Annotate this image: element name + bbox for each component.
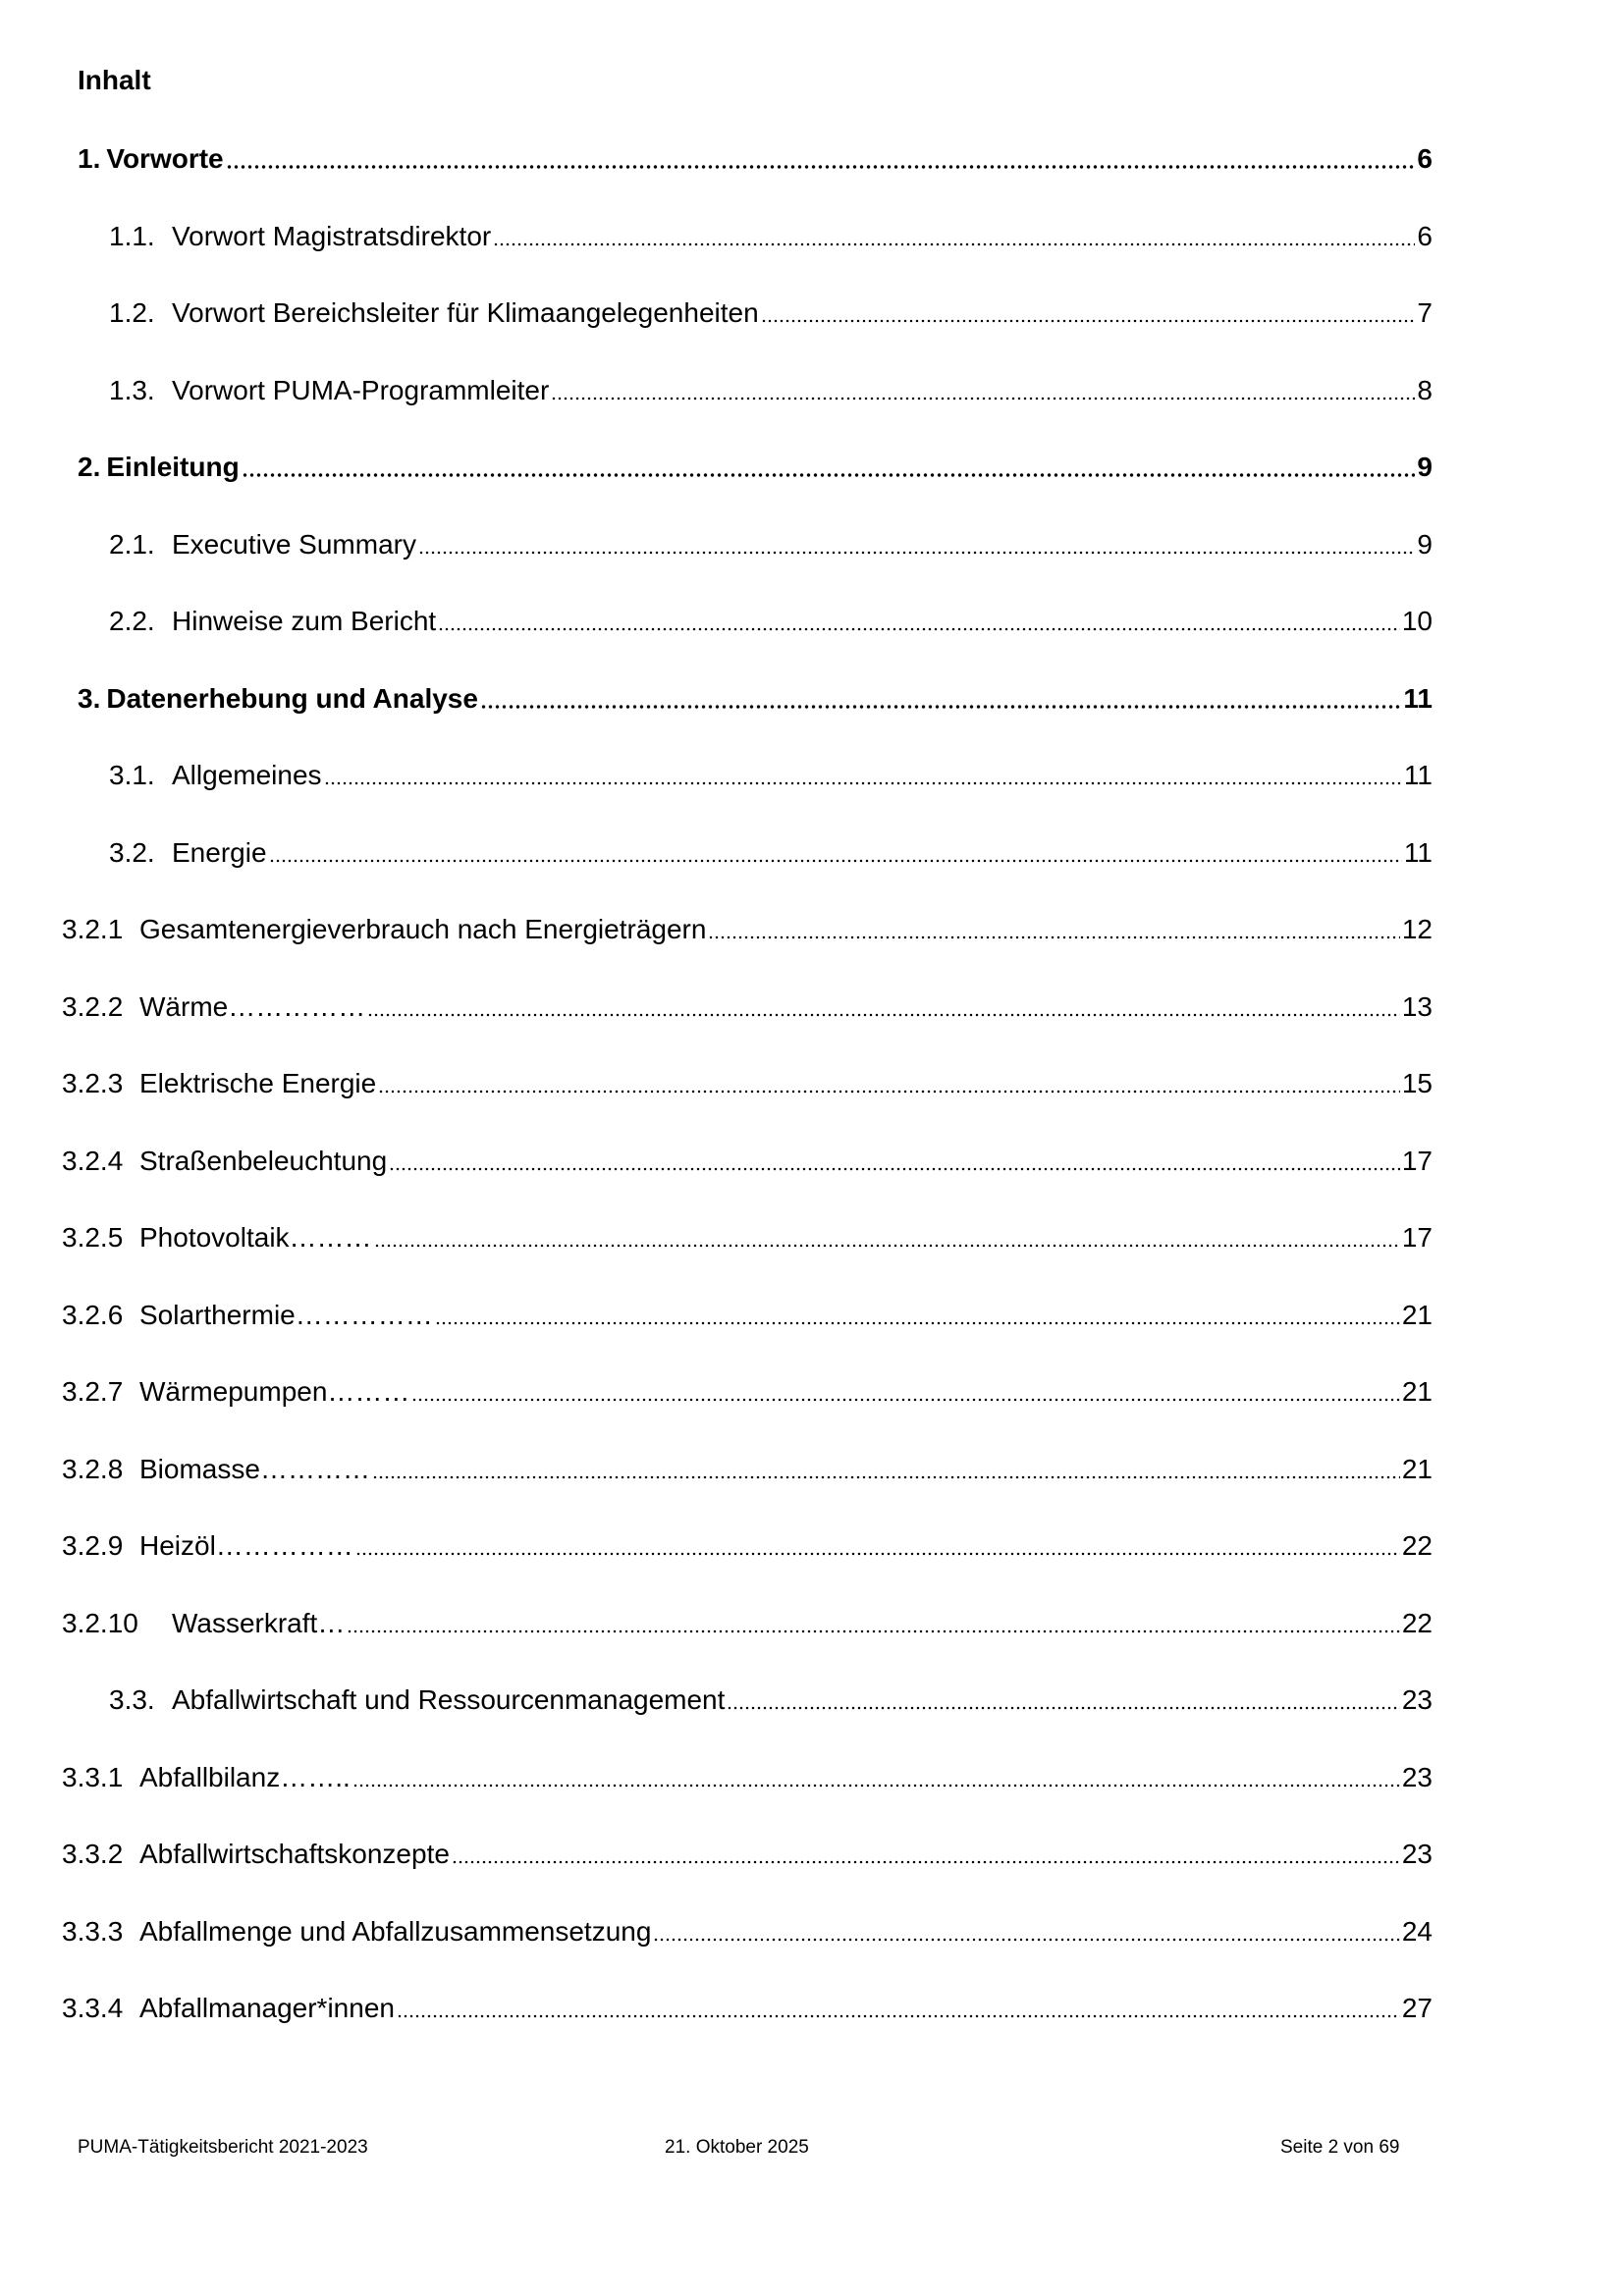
toc-entry[interactable]	[109, 215, 1433, 254]
toc-entry-title: Biomasse…………	[139, 1453, 370, 1484]
toc-entry-title: Datenerhebung und Analyse	[106, 682, 478, 714]
toc-entry[interactable]	[62, 1833, 1433, 1872]
toc-entry-page: 7	[1417, 297, 1433, 328]
toc-entry-page: 23	[1401, 1761, 1433, 1792]
toc-entry[interactable]	[62, 1294, 1433, 1333]
toc-entry[interactable]	[62, 1370, 1433, 1410]
toc-entry-page: 9	[1417, 528, 1433, 560]
toc-entry-title: Vorworte	[106, 143, 224, 174]
toc-entry[interactable]	[109, 369, 1433, 408]
toc-entry-title: Vorwort Magistratsdirektor	[172, 220, 492, 251]
toc-dot-leader	[411, 1397, 1399, 1403]
footer-report-title: PUMA-Tätigkeitsbericht 2021-2023	[78, 2137, 368, 2158]
toc-entry-title: Gesamtenergieverbrauch nach Energieträgern	[139, 914, 707, 944]
toc-entry-title: Wasserkraft…	[172, 1607, 346, 1638]
toc-entry-title: Einleitung	[106, 452, 240, 482]
toc-entry[interactable]	[78, 677, 1433, 717]
toc-entry[interactable]	[109, 831, 1433, 871]
toc-entry-title: Hinweise zum Bericht	[172, 606, 437, 636]
toc-entry[interactable]	[109, 1679, 1433, 1718]
toc-dot-leader	[389, 1166, 1400, 1172]
toc-entry-page: 24	[1401, 1915, 1433, 1947]
toc-entry[interactable]	[78, 137, 1433, 177]
toc-dot-leader	[452, 1859, 1400, 1865]
toc-dot-leader	[435, 1320, 1400, 1326]
toc-entry-number: 3.2.3	[62, 1068, 124, 1098]
toc-entry[interactable]	[62, 908, 1433, 947]
toc-entry-number: 2.	[78, 452, 101, 482]
toc-dot-leader	[397, 2013, 1400, 2019]
toc-entry-title: Abfallmenge und Abfallzusammensetzung	[139, 1915, 652, 1947]
toc-entry[interactable]	[62, 1216, 1433, 1255]
toc-entry[interactable]	[109, 600, 1433, 639]
toc-entry-number: 3.2.6	[62, 1299, 124, 1330]
toc-entry-title: Executive Summary	[172, 528, 416, 560]
toc-entry-title: Straßenbeleuchtung	[139, 1145, 388, 1176]
toc-entry-number: 3.3.4	[62, 1993, 124, 2023]
toc-dot-leader	[653, 1937, 1399, 1943]
toc-dot-leader	[438, 626, 1400, 632]
toc-entry[interactable]	[109, 292, 1433, 331]
toc-dot-leader	[374, 1243, 1400, 1249]
toc-dot-leader	[347, 1629, 1400, 1634]
toc-entry-number: 1.	[78, 143, 101, 174]
toc-entry-title: Abfallwirtschaft und Ressourcenmanagement	[172, 1684, 726, 1715]
toc-entry-number: 3.3.3	[62, 1915, 124, 1947]
toc-entry-number: 3.2.2	[62, 990, 124, 1022]
toc-dot-leader	[418, 550, 1415, 556]
toc-entry-page: 22	[1401, 1530, 1433, 1561]
toc-entry-number: 3.2.10	[62, 1607, 138, 1638]
toc-entry-title: Energie	[172, 836, 267, 868]
toc-entry-page: 23	[1401, 1839, 1433, 1869]
toc-dot-leader	[372, 1474, 1400, 1480]
toc-dot-leader	[493, 241, 1415, 247]
toc-entry[interactable]	[109, 754, 1433, 793]
toc-entry-page: 21	[1401, 1453, 1433, 1484]
toc-entry[interactable]	[62, 1602, 1433, 1641]
toc-entry[interactable]	[62, 1448, 1433, 1487]
toc-entry[interactable]	[62, 1987, 1433, 2026]
toc-entry-number: 2.2.	[109, 606, 155, 636]
toc-entry-number: 3.2.7	[62, 1376, 124, 1407]
toc-entry[interactable]	[62, 1910, 1433, 1949]
toc-entry-page: 11	[1403, 760, 1433, 790]
toc-dot-leader	[324, 780, 1402, 786]
toc-entry-number: 1.1.	[109, 220, 155, 251]
toc-entry-number: 2.1.	[109, 528, 155, 560]
toc-dot-leader	[269, 858, 1402, 864]
toc-entry-page: 22	[1401, 1607, 1433, 1638]
toc-entry-number: 3.3.1	[62, 1761, 124, 1792]
footer-page-number: Seite 2 von 69	[1280, 2137, 1400, 2158]
toc-entry[interactable]	[78, 446, 1433, 485]
toc-entry-number: 1.2.	[109, 297, 155, 328]
toc-entry[interactable]	[62, 1756, 1433, 1795]
toc-entry-title: Solarthermie……………	[139, 1299, 433, 1330]
toc-entry-page: 8	[1417, 374, 1433, 405]
toc-entry-page: 21	[1401, 1376, 1433, 1407]
toc-heading: Inhalt	[78, 65, 151, 95]
toc-dot-leader	[708, 934, 1399, 940]
toc-entry-number: 3.2.9	[62, 1530, 124, 1561]
toc-entry-title: Abfallmanager*innen	[139, 1993, 395, 2023]
toc-entry-number: 3.2.1	[62, 914, 124, 944]
toc-dot-leader	[727, 1705, 1399, 1711]
toc-entry-title: Wärmepumpen………	[139, 1376, 410, 1407]
toc-entry-title: Photovoltaik………	[139, 1222, 372, 1253]
toc-entry-title: Wärme……………	[139, 990, 366, 1022]
toc-entry-number: 3.	[78, 682, 101, 714]
toc-entry-page: 6	[1417, 220, 1433, 251]
toc-entry-page: 11	[1403, 836, 1433, 868]
toc-dot-leader	[480, 704, 1401, 710]
toc-entry-number: 3.2.4	[62, 1145, 124, 1176]
toc-entry-page: 11	[1403, 682, 1433, 714]
toc-dot-leader	[242, 472, 1416, 478]
toc-dot-leader	[367, 1012, 1400, 1018]
toc-entry-title: Abfallwirtschaftskonzepte	[139, 1839, 450, 1869]
toc-entry[interactable]	[109, 523, 1433, 562]
toc-entry-page: 27	[1401, 1993, 1433, 2023]
toc-entry-number: 3.1.	[109, 760, 155, 790]
toc-dot-leader	[551, 396, 1415, 401]
toc-entry-page: 9	[1417, 452, 1433, 482]
toc-entry-number: 3.2.8	[62, 1453, 124, 1484]
toc-entry-title: Vorwort Bereichsleiter für Klimaangelegenheiten	[172, 297, 759, 328]
toc-entry[interactable]	[62, 986, 1433, 1025]
toc-entry-page: 13	[1401, 990, 1433, 1022]
toc-dot-leader	[355, 1551, 1400, 1557]
toc-entry-number: 3.3.2	[62, 1839, 124, 1869]
toc-entry-page: 23	[1401, 1684, 1433, 1715]
toc-entry-page: 21	[1401, 1299, 1433, 1330]
toc-entry-title: Vorwort PUMA-Programmleiter	[172, 374, 550, 405]
toc-entry-title: Allgemeines	[172, 760, 322, 790]
toc-entry-page: 15	[1401, 1068, 1433, 1098]
toc-entry-page: 17	[1401, 1222, 1433, 1253]
footer-date: 21. Oktober 2025	[665, 2137, 809, 2158]
toc-dot-leader	[226, 164, 1416, 170]
toc-dot-leader	[352, 1783, 1400, 1789]
toc-entry-number: 3.2.5	[62, 1222, 124, 1253]
toc-entry-number: 3.2.	[109, 836, 155, 868]
toc-entry-page: 10	[1401, 606, 1433, 636]
toc-entry-page: 6	[1417, 143, 1433, 174]
toc-entry[interactable]	[62, 1140, 1433, 1179]
toc-entry-title: Abfallbilanz……..	[139, 1761, 351, 1792]
toc-dot-leader	[378, 1089, 1400, 1095]
toc-entry-title: Elektrische Energie	[139, 1068, 377, 1098]
toc-entry-number: 3.3.	[109, 1684, 155, 1715]
toc-entry[interactable]	[62, 1524, 1433, 1564]
toc-entry-number: 1.3.	[109, 374, 155, 405]
toc-entry-page: 12	[1401, 914, 1433, 944]
toc-entry-page: 17	[1401, 1145, 1433, 1176]
toc-entry[interactable]	[62, 1062, 1433, 1101]
toc-dot-leader	[761, 318, 1416, 324]
toc-entry-title: Heizöl……………	[139, 1530, 353, 1561]
